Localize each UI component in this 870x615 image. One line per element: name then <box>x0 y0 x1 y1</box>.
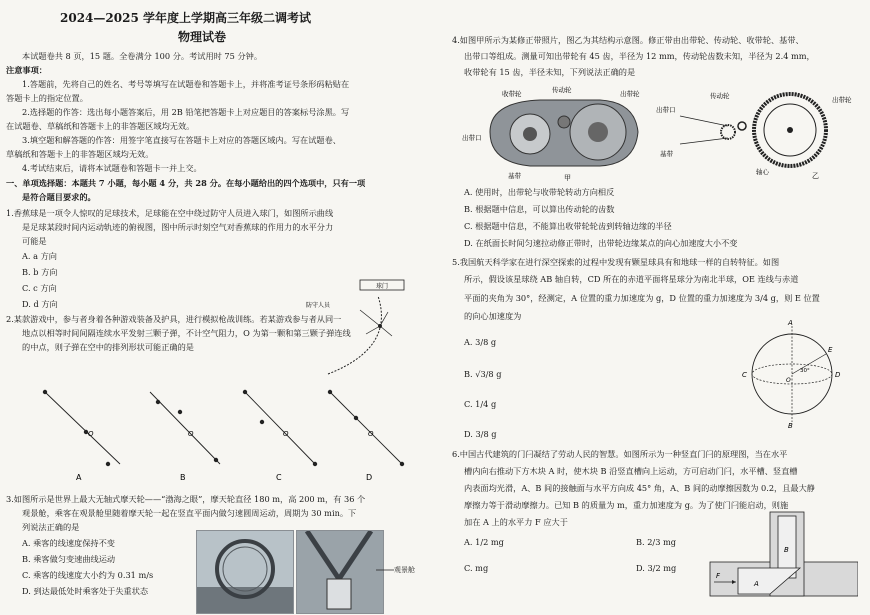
q2-option-d-figure[interactable] <box>328 390 404 482</box>
q5-label-c: C <box>742 371 747 379</box>
q1-goal-label: 球门 <box>375 283 389 290</box>
q6-label-a: A <box>754 580 759 588</box>
notice-1a: 1.答题前，先将自己的姓名、考号等填写在试题卷和答题卡上，并将准考证号条形码粘贴在 <box>22 79 350 89</box>
q3-label-pointer <box>376 566 396 574</box>
q5-stem-4: 的向心加速度为 <box>464 311 522 321</box>
q4-label-shoudai: 收带轮 <box>502 90 522 98</box>
q6-label-f: F <box>716 572 721 580</box>
q2-label-c: C <box>276 473 282 482</box>
q4-figure-jia <box>462 85 640 182</box>
q5-option-a[interactable]: A. 3/8 g <box>464 337 497 347</box>
q4-yi-label-jidai: 基带 <box>660 150 673 158</box>
q2-option-c-figure[interactable] <box>243 390 317 482</box>
q4-label-jidai: 基带 <box>508 172 521 180</box>
q4-option-c[interactable]: C. 根据题中信息，不能算出收带轮轮齿到转轴边缘的半径 <box>464 221 672 231</box>
q6-stem-4: 摩擦力等于滑动摩擦力。已知 B 的质量为 m，重力加速度为 g。为了使门闩能启动，则施 <box>464 500 789 510</box>
q4-yi-label-chuandong: 传动轮 <box>710 92 730 100</box>
q6-label-b: B <box>784 546 789 554</box>
q2-figures <box>30 372 430 482</box>
notice-3b: 草稿纸和答题卡上的非答题区域均无效。 <box>6 149 154 159</box>
q6-option-a[interactable]: A. 1/2 mg <box>464 537 504 547</box>
q1-option-a[interactable]: A. a 方向 <box>22 251 57 261</box>
q4-option-a[interactable]: A. 使用时，出带轮与收带轮转动方向相反 <box>464 187 615 197</box>
q1-stem-3: 可能是 <box>22 236 47 246</box>
q5-label-d: D <box>835 371 841 379</box>
notice-label: 注意事项： <box>6 65 47 75</box>
q4-yi-label-zhouxin: 轴心 <box>756 168 769 176</box>
q3-option-a[interactable]: A. 乘客的线速度保持不变 <box>22 538 115 548</box>
q4-label-yi: 乙 <box>812 172 819 180</box>
q3-option-d[interactable]: D. 到达最低处时乘客处于失重状态 <box>22 586 149 596</box>
q6-stem-3: 内表面均光滑，A、B 间的接触面与水平方向成 45° 角，A、B 间的动摩擦因数为 0.2，且最大静 <box>464 483 815 493</box>
q6-door-bolt-figure <box>708 510 858 606</box>
q6-stem-1: 6.中国古代建筑的门闩凝结了劳动人民的智慧。如图所示为一种竖直门闩的原理图，当在水平 <box>452 449 788 459</box>
q1-stem-2: 是足球某段时间内运动轨迹的俯视图，图中所示时刻空气对香蕉球的作用力的水平分力 <box>22 222 334 232</box>
q2-option-b-figure[interactable] <box>150 392 220 482</box>
q5-angle-label: 30° <box>800 368 810 374</box>
q3-stem-1: 3.如图所示是世界上最大无轴式摩天轮——“渤海之眼”，摩天轮直径 180 m，高 200 m，有 36 个 <box>6 494 366 504</box>
q2-stem-3: 的中点，则子弹在空中的排列形状可能正确的是 <box>22 342 194 352</box>
q4-stem-1: 4.如图甲所示为某修正带照片，图乙为其结构示意图。修正带由出带轮、传动轮、收带轮、基带、 <box>452 35 804 45</box>
q5-option-d[interactable]: D. 3/8 g <box>464 429 497 439</box>
q5-label-e: E <box>828 346 833 354</box>
q6-stem-5: 加在 A 上的水平力 F 应大于 <box>464 517 568 527</box>
q1-option-b[interactable]: B. b 方向 <box>22 267 58 277</box>
q2-point-o: O <box>283 430 289 438</box>
right-column <box>440 0 870 615</box>
q2-point-o: O <box>368 430 374 438</box>
q2-label-d: D <box>366 473 373 482</box>
q3-stem-3: 列说法正确的是 <box>22 522 80 532</box>
q4-figure-yi <box>656 91 852 180</box>
q5-stem-3: 平面的夹角为 30°，经测定，A 位置的重力加速度为 g，D 位置的重力加速度为 3/4 g，则 E 位置 <box>464 293 820 303</box>
q2-label-a: A <box>76 473 82 482</box>
q1-option-d[interactable]: D. d 方向 <box>22 299 58 309</box>
q4-label-jia: 甲 <box>564 174 571 182</box>
notice-2b: 在试题卷、草稿纸和答题卡上的非答题区域均无效。 <box>6 121 195 131</box>
notice-1b: 答题卡上的指定位置。 <box>6 93 88 103</box>
notice-3a: 3.填空题和解答题的作答：用签字笔直接写在答题卡上对应的答题区域内。写在试题卷、 <box>22 135 341 145</box>
q5-label-b: B <box>788 422 793 428</box>
notice-4: 4.考试结束后，请将本试题卷和答题卡一并上交。 <box>22 163 202 173</box>
q3-photo-wheel <box>196 530 294 614</box>
q2-label-b: B <box>180 473 186 482</box>
q5-sphere-figure <box>740 318 850 428</box>
q2-option-a-figure[interactable] <box>43 390 120 482</box>
q3-option-b[interactable]: B. 乘客做匀变速曲线运动 <box>22 554 116 564</box>
section-heading-2: 是符合题目要求的。 <box>22 192 96 202</box>
q3-photo-cabin <box>296 530 384 614</box>
intro-line: 本试题卷共 8 页，15 题。全卷满分 100 分。考试用时 75 分钟。 <box>22 51 263 61</box>
q3-photo-label: 观景舱 <box>394 566 415 574</box>
q1-defender-label: 防守人员 <box>306 302 331 309</box>
q6-stem-2: 槽内向右推动下方木块 A 时，使木块 B 沿竖直槽向上运动，方可启动门闩，水平槽、竖直槽 <box>464 466 798 476</box>
q4-yi-label-chudaikou: 出带口 <box>656 106 676 114</box>
notice-2a: 2.选择题的作答：选出每小题答案后，用 2B 铅笔把答题卡上对应题目的答案标号涂黑。写 <box>22 107 350 117</box>
q3-stem-2: 观景舱，乘客在观景舱里随着摩天轮一起在竖直平面内做匀速圆周运动，周期为 30 min。下 <box>22 508 357 518</box>
q5-option-b[interactable]: B. √3/8 g <box>464 369 502 379</box>
q6-option-b[interactable]: B. 2/3 mg <box>636 537 677 547</box>
q4-label-chudai: 出带轮 <box>620 90 640 98</box>
q4-figure <box>460 82 860 182</box>
q2-point-o: O <box>188 430 194 438</box>
q4-stem-3: 收带轮有 15 齿，半径未知，下列说法正确的是 <box>464 67 636 77</box>
q2-point-o: O <box>88 430 94 438</box>
q4-yi-label-chudai: 出带轮 <box>832 96 852 104</box>
q4-label-chuandong: 传动轮 <box>552 86 572 94</box>
q6-option-d[interactable]: D. 3/2 mg <box>636 563 677 573</box>
q6-option-c[interactable]: C. mg <box>464 563 489 573</box>
q4-option-d[interactable]: D. 在纸面长时间匀速拉动修正带时，出带轮边缘某点的向心加速度大小不变 <box>464 238 738 248</box>
q4-label-chudaikou: 出带口 <box>462 134 482 142</box>
q2-stem-1: 2.某款游戏中，参与者身着各种游戏装备及护具，进行模拟枪战训练。若某游戏参与者从同一 <box>6 314 342 324</box>
q5-option-c[interactable]: C. 1/4 g <box>464 399 497 409</box>
q3-option-c[interactable]: C. 乘客的线速度大小约为 0.31 m/s <box>22 570 154 580</box>
exam-subject: 物理试卷 <box>178 30 227 44</box>
q4-option-b[interactable]: B. 根据题中信息，可以算出传动轮的齿数 <box>464 204 615 214</box>
q4-stem-2: 出带口等组成。测量可知出带轮有 45 齿，半径为 12 mm，传动轮齿数未知，半径为 2.4 mm， <box>464 51 815 61</box>
q5-stem-1: 5.我国航天科学家在进行深空探索的过程中发现有颗星球具有和地球一样的自转特征。如图 <box>452 257 780 267</box>
q1-option-c[interactable]: C. c 方向 <box>22 283 57 293</box>
q5-label-a: A <box>788 319 793 327</box>
q5-label-o: O <box>786 377 791 384</box>
section-heading: 一、单项选择题：本题共 7 小题，每小题 4 分，共 28 分。在每小题给出的四个选项中，只有一项 <box>6 178 366 188</box>
exam-title: 2024—2025 学年度上学期高三年级二调考试 <box>60 11 311 25</box>
q2-stem-2: 地点以相等时间间隔连续水平发射三颗子弹，不计空气阻力，O 为第一颗和第三颗子弹连线 <box>22 328 351 338</box>
q5-stem-2: 所示，假设该星球绕 AB 轴自转，CD 所在的赤道平面将星球分为南北半球，OE 连线与赤道 <box>464 274 799 284</box>
q1-stem-1: 1.香蕉球是一项令人惊叹的足球技术，足球能在空中绕过防守人员进入球门，如图所示曲线 <box>6 208 334 218</box>
